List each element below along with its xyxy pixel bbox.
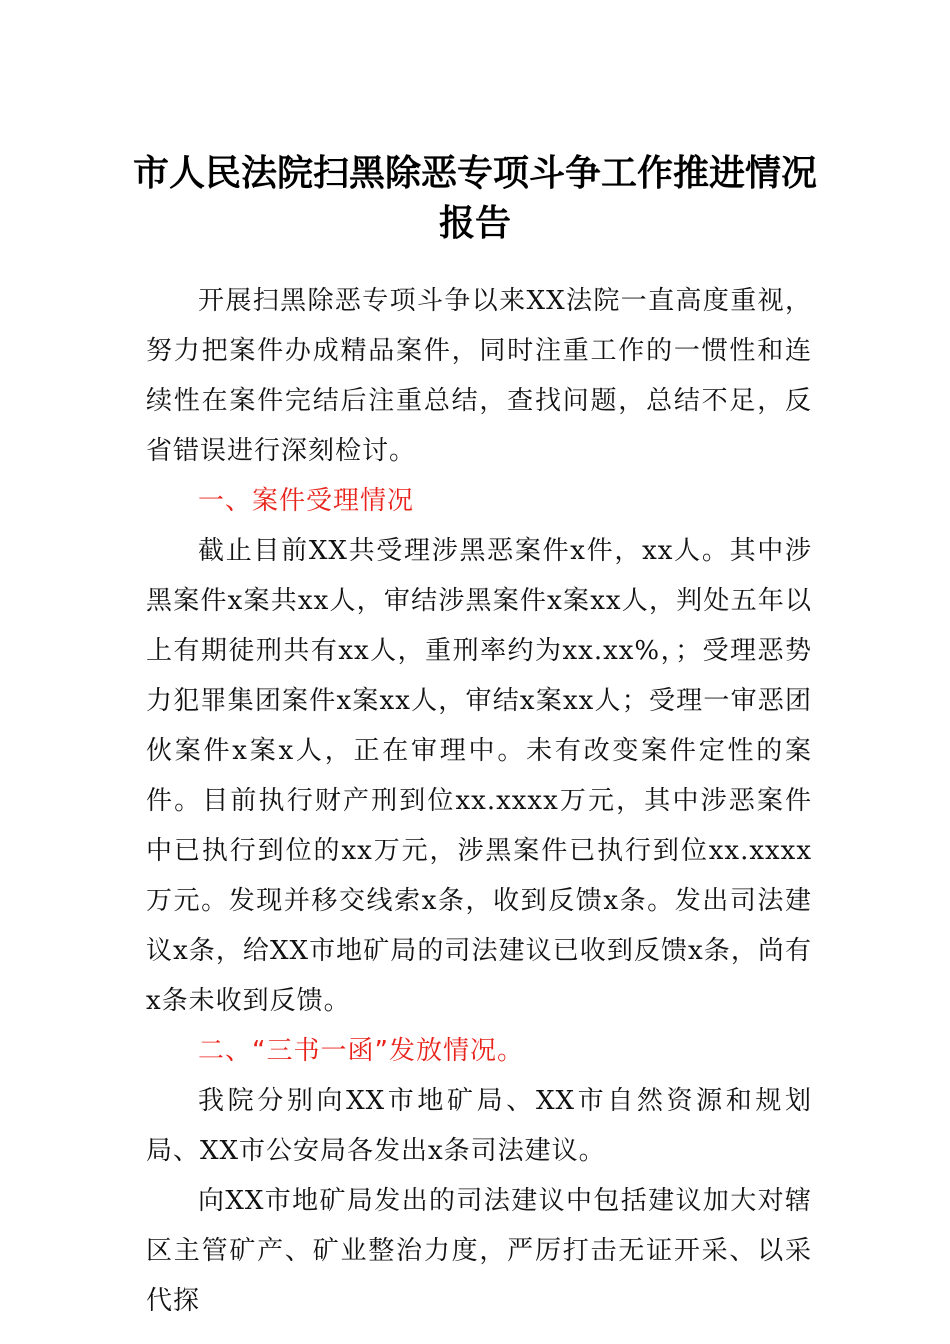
document-body bbox=[146, 276, 812, 1326]
mining-bureau-suggestion-paragraph: 向XX市地矿局发出的司法建议中包括建议加大对辖区主管矿产、矿业整治力度，严厉打击无证开采、以采代探 bbox=[146, 1186, 812, 1316]
section-heading-case-acceptance: 一、案件受理情况 bbox=[198, 486, 415, 516]
intro-paragraph: 开展扫黑除恶专项斗争以来XX法院一直高度重视，努力把案件办成精品案件，同时注重工作的一惯性和连续性在案件完结后注重总结，查找问题，总结不足，反省错误进行深刻检讨。 bbox=[146, 286, 812, 466]
document-title: 市人民法院扫黑除恶专项斗争工作推进情况报告 bbox=[132, 152, 817, 244]
section-heading-three-letters: 二、“三书一函”发放情况。 bbox=[198, 1036, 524, 1066]
judicial-suggestion-paragraph: 我院分别向XX市地矿局、XX市自然资源和规划局、XX市公安局各发出x条司法建议。 bbox=[146, 1086, 812, 1166]
case-acceptance-paragraph: 截止目前XX共受理涉黑恶案件x件，xx人。其中涉黑案件x案共xx人，审结涉黑案件x案xx人，判处五年以上有期徒刑共有xx人，重刑率约为xx.xx%，；受理恶势力犯罪集团案件x案xx人，审结x案xx人；受理一审恶团伙案件x案x人，正在审理中。未有改变案件定性的案件。目前执行财产刑到位xx.xxxx万元，其中涉恶案件中已执行到位的xx万元，涉黑案件已执行到位xx.xxxx万元。发现并移交线索x条，收到反馈x条。发出司法建议x条，给XX市地矿局的司法建议已收到反馈x条，尚有x条未收到反馈。 bbox=[146, 536, 812, 1016]
